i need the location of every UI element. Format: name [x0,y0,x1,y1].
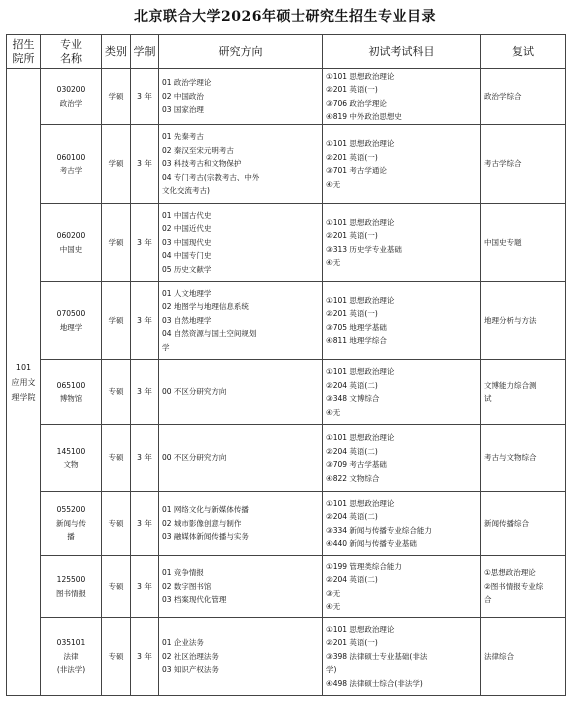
college-cell: 101 应用文 理学院 [7,69,41,696]
table-row [7,425,566,492]
exam-cell: ①101 思想政治理论 ②204 英语(二) ③709 考古学基础 ④822 文物综合 [323,425,481,492]
catalog-table [6,34,566,696]
retest-cell: 新闻传播综合 [481,492,566,556]
duration-cell: 3 年 [131,282,159,360]
retest-cell: 中国史专题 [481,204,566,282]
direction-cell: 01 中国古代史 02 中国近代史 03 中国现代史 04 中国专门史 05 历史文献学 [159,204,323,282]
exam-cell: ①101 思想政治理论 ②204 英语(二) ③334 新闻与传播专业综合能力 ④440 新闻与传播专业基础 [323,492,481,556]
retest-cell: ①思想政治理论 ②图书情报专业综 合 [481,556,566,618]
exam-cell: ①101 思想政治理论 ②201 英语(一) ③701 考古学通论 ④无 [323,125,481,204]
retest-cell: 考古与文物综合 [481,425,566,492]
table-row [7,69,566,125]
direction-cell: 01 政治学理论 02 中国政治 03 国家治理 [159,69,323,125]
major-cell: 060100 考古学 [41,125,102,204]
duration-cell: 3 年 [131,125,159,204]
exam-cell: ①101 思想政治理论 ②201 英语(一) ③398 法律硕士专业基础(非法 学) ④498 法律硕士综合(非法学) [323,618,481,696]
header-exam: 初试考试科目 [323,35,481,69]
table-row [7,282,566,360]
major-cell: 065100 博物馆 [41,360,102,425]
category-cell: 学硕 [102,204,131,282]
retest-cell: 法律综合 [481,618,566,696]
header-row [7,35,566,69]
retest-cell: 文博能力综合测 试 [481,360,566,425]
category-cell: 学硕 [102,69,131,125]
major-cell: 145100 文物 [41,425,102,492]
duration-cell: 3 年 [131,360,159,425]
major-cell: 035101 法律 (非法学) [41,618,102,696]
table-row [7,556,566,618]
direction-cell: 00 不区分研究方向 [159,360,323,425]
exam-cell: ①199 管理类综合能力 ②204 英语(二) ③无 ④无 [323,556,481,618]
exam-cell: ①101 思想政治理论 ②201 英语(一) ③705 地理学基础 ④811 地理学综合 [323,282,481,360]
duration-cell: 3 年 [131,204,159,282]
duration-cell: 3 年 [131,492,159,556]
retest-cell: 政治学综合 [481,69,566,125]
table-row [7,204,566,282]
duration-cell: 3 年 [131,556,159,618]
header-direction: 研究方向 [159,35,323,69]
retest-cell: 考古学综合 [481,125,566,204]
category-cell: 专硕 [102,556,131,618]
category-cell: 专硕 [102,360,131,425]
direction-cell: 01 先秦考古 02 秦汉至宋元明考古 03 科技考古和文物保护 04 专门考古(宗教考古、中外 文化交流考古) [159,125,323,204]
category-cell: 专硕 [102,618,131,696]
category-cell: 学硕 [102,125,131,204]
header-major: 专业 名称 [41,35,102,69]
exam-cell: ①101 思想政治理论 ②201 英语(一) ③706 政治学理论 ④819 中外政治思想史 [323,69,481,125]
major-cell: 030200 政治学 [41,69,102,125]
page-title: 北京联合大学2026年硕士研究生招生专业目录 [134,9,436,25]
table-row [7,492,566,556]
major-cell: 060200 中国史 [41,204,102,282]
major-cell: 070500 地理学 [41,282,102,360]
header-duration: 学制 [131,35,159,69]
retest-cell: 地理分析与方法 [481,282,566,360]
category-cell: 专硕 [102,492,131,556]
direction-cell: 01 人文地理学 02 地图学与地理信息系统 03 自然地理学 04 自然资源与国土空间规划 学 [159,282,323,360]
direction-cell: 01 竞争情报 02 数字图书馆 03 档案现代化管理 [159,556,323,618]
major-cell: 125500 图书情报 [41,556,102,618]
duration-cell: 3 年 [131,618,159,696]
duration-cell: 3 年 [131,425,159,492]
category-cell: 学硕 [102,282,131,360]
direction-cell: 01 企业法务 02 社区治理法务 03 知识产权法务 [159,618,323,696]
category-cell: 专硕 [102,425,131,492]
header-category: 类别 [102,35,131,69]
direction-cell: 01 网络文化与新媒体传播 02 城市影像创意与制作 03 融媒体新闻传播与实务 [159,492,323,556]
exam-cell: ①101 思想政治理论 ②201 英语(一) ③313 历史学专业基础 ④无 [323,204,481,282]
major-cell: 055200 新闻与传 播 [41,492,102,556]
table-row [7,360,566,425]
table-row [7,618,566,696]
direction-cell: 00 不区分研究方向 [159,425,323,492]
header-college: 招生 院所 [7,35,41,69]
exam-cell: ①101 思想政治理论 ②204 英语(二) ③348 文博综合 ④无 [323,360,481,425]
duration-cell: 3 年 [131,69,159,125]
header-retest: 复试 [481,35,566,69]
table-row [7,125,566,204]
